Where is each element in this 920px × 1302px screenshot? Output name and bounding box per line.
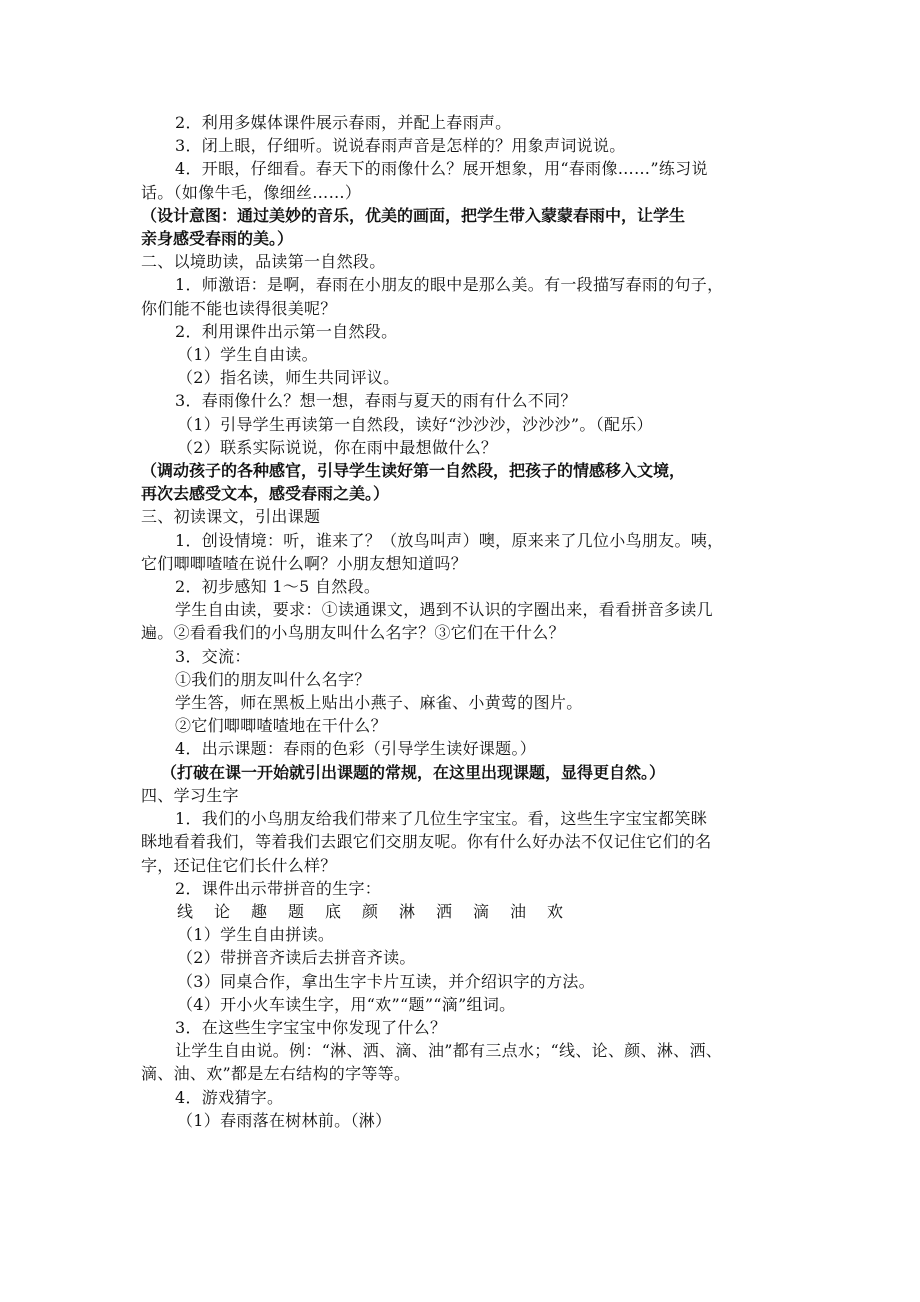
text-line: 4．出示课题：春雨的色彩（引导学生读好课题。） [175,739,537,759]
text-line: 让学生自由说。例：“淋、洒、滴、油”都有三点水；“线、论、颜、淋、洒、 [175,1041,723,1061]
text-line: 2．课件出示带拼音的生字： [175,878,382,898]
text-line: 4．游戏猜字。 [175,1087,284,1107]
text-line: （3）同桌合作，拿出生字卡片互读，并介绍识字的方法。 [177,971,595,991]
lesson-plan-text [141,111,781,1132]
text-line: 3．在这些生字宝宝中你发现了什么？ [175,1017,447,1037]
text-line: 你们能不能也读得很美呢？ [141,298,337,318]
text-line: 学生答，师在黑板上贴出小燕子、麻雀、小黄莺的图片。 [175,693,583,713]
text-line: （2）带拼音齐读后去拼音齐读。 [177,948,416,968]
new-character: 欢 [547,901,564,921]
design-intent-note: 再次去感受文本，感受春雨之美。） [141,484,390,504]
new-character: 滴 [473,901,490,921]
text-block-after-characters [141,923,781,1132]
text-line: 4．开眼，仔细看。春天下的雨像什么？展开想象，用“春雨像……”练习说 [175,159,708,179]
design-intent-note: （打破在课一开始就引出课题的常规，在这里出现课题，显得更自然。） [161,762,666,782]
text-line: ②它们唧唧喳喳地在干什么？ [175,716,387,736]
text-line: ①我们的朋友叫什么名字？ [175,669,371,689]
text-line: 话。（如像牛毛，像细丝……） [141,182,362,202]
text-line: 三、初读课文，引出课题 [141,507,321,527]
text-line: 1．我们的小鸟朋友给我们带来了几位生字宝宝。看，这些生字宝宝都笑眯 [175,809,708,829]
new-character: 淋 [399,901,416,921]
text-line: （2）联系实际说说，你在雨中最想做什么？ [177,437,498,457]
text-line: （1）引导学生再读第一自然段，读好“沙沙沙，沙沙沙”。（配乐） [177,414,653,434]
new-character: 洒 [436,901,453,921]
design-intent-note: （设计意图：通过美妙的音乐，优美的画面，把学生带入蒙蒙春雨中，让学生 [141,205,686,225]
new-character: 论 [214,901,231,921]
text-line: 3．交流： [175,646,251,666]
design-intent-note: 亲身感受春雨的美。） [141,229,294,249]
text-line: 滴、油、欢”都是左右结构的字等等。 [141,1064,411,1084]
text-line: 3．春雨像什么？想一想，春雨与夏天的雨有什么不同？ [175,391,577,411]
text-line: （2）指名读，师生共同评议。 [177,368,400,388]
new-character: 底 [325,901,342,921]
new-characters-row [141,900,781,923]
text-line: 它们唧唧喳喳在说什么啊？小朋友想知道吗？ [141,553,468,573]
new-character: 题 [288,901,305,921]
text-line: 四、学习生字 [141,785,239,805]
text-line: （4）开小火车读生字，用“欢”“题”“滴”组词。 [177,994,516,1014]
text-line: 1．创设情境：听，谁来了？（放鸟叫声）噢，原来来了几位小鸟朋友。咦， [175,530,724,550]
new-character: 线 [177,901,194,921]
new-character: 颜 [362,901,379,921]
new-character: 油 [510,901,527,921]
text-line: 眯地看着我们，等着我们去跟它们交朋友呢。你有什么好办法不仅记住它们的名 [141,832,712,852]
text-line: 2．利用多媒体课件展示春雨，并配上春雨声。 [175,113,512,132]
text-line: （1）学生自由读。 [177,345,318,365]
text-line: 3．闭上眼，仔细听。说说春雨声音是怎样的？用象声词说说。 [175,136,626,156]
text-block-before-characters [141,111,781,900]
text-line: 学生自由读，要求：①读通课文，遇到不认识的字圈出来，看看拼音多读几 [175,600,713,620]
text-line: （1）学生自由拼读。 [177,925,335,945]
text-line: 二、以境助读，品读第一自然段。 [141,252,386,272]
text-line: （1）春雨落在树林前。（淋） [177,1110,392,1130]
text-line: 2．初步感知 1～5 自然段。 [175,577,381,597]
text-line: 2．利用课件出示第一自然段。 [175,321,398,341]
text-line: 遍。②看看我们的小鸟朋友叫什么名字？③它们在干什么？ [141,623,565,643]
text-line: 1．师激语：是啊，春雨在小朋友的眼中是那么美。有一段描写春雨的句子， [175,275,724,295]
new-character: 趣 [251,901,268,921]
text-line: 字，还记住它们长什么样？ [141,855,337,875]
design-intent-note: （调动孩子的各种感官，引导学生读好第一自然段，把孩子的情感移入文境， [141,461,686,481]
